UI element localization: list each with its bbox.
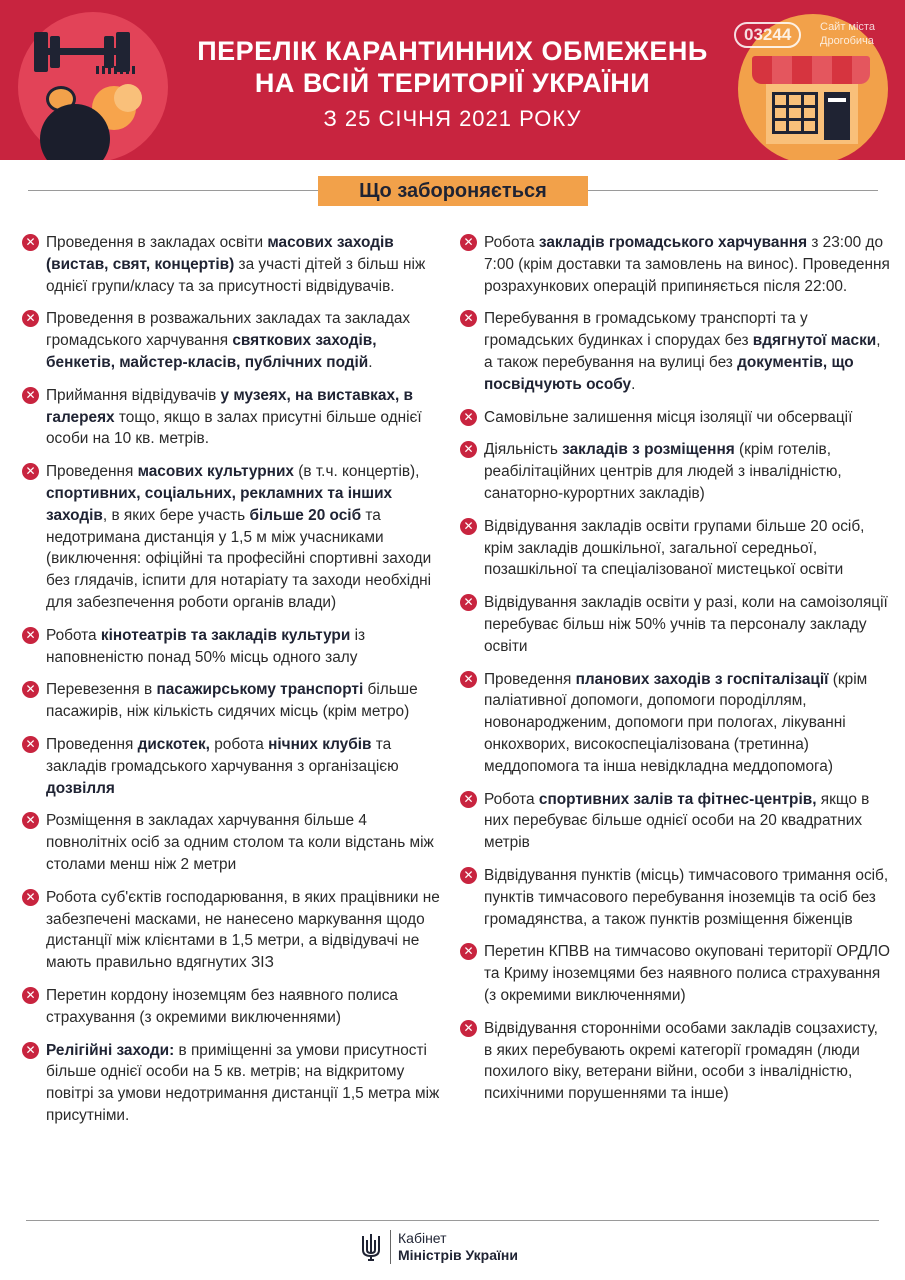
list-item-text: . bbox=[368, 353, 373, 371]
watermark-line1: Сайт міста bbox=[820, 21, 875, 33]
watermark-text bbox=[820, 20, 875, 48]
trident-icon bbox=[360, 1232, 382, 1262]
list-item-emphasis: закладів з розміщення bbox=[562, 441, 735, 459]
list-item-text: Перетин кордону іноземцям без наявного полиса страхування (з окремими виключеннями) bbox=[46, 986, 398, 1026]
list-item bbox=[460, 789, 890, 854]
footer-cabinet: Кабінет bbox=[398, 1230, 447, 1246]
list-item-emphasis: документів, що посвідчують особу bbox=[484, 353, 854, 393]
list-item bbox=[460, 1018, 890, 1105]
list-item-text: тощо, якщо в залах присутні більше однієї особи на 10 кв. метрів. bbox=[46, 408, 422, 448]
list-item-text: Відвідування закладів освіти у разі, коли на самоізоляції перебуває більш ніж 50% учнів та персоналу закладу освіти bbox=[484, 594, 888, 655]
list-item bbox=[22, 625, 442, 669]
list-item-text: Проведення bbox=[484, 670, 576, 688]
prohibited-x-icon: ✕ bbox=[22, 234, 39, 251]
list-item-text: та закладів громадського харчування з організацією bbox=[46, 735, 399, 775]
prohibitions-list-left bbox=[22, 232, 442, 1138]
prohibited-x-icon: ✕ bbox=[460, 1020, 477, 1037]
header-banner bbox=[0, 0, 905, 160]
prohibited-x-icon: ✕ bbox=[460, 594, 477, 611]
list-item-emphasis: більше 20 осіб bbox=[249, 506, 362, 524]
list-item-text: (крім паліативної допомоги, допомоги породіллям, новонародженим, допомоги при пологах, лікуванні онкохворих, високоспеціалізована (третинна) меддопомога та інша невідкладна меддопомога) bbox=[484, 670, 868, 775]
list-item bbox=[460, 592, 890, 657]
list-item-text: Робота bbox=[46, 626, 101, 644]
list-item-text: Перевезення в bbox=[46, 681, 157, 699]
list-item bbox=[22, 810, 442, 875]
list-item-text: Відвідування сторонніми особами закладів соцзахисту, в яких перебувають окремі категорії громадян (люди похилого віку, ветерани війни, особи з інвалідністю, психічними порушеннями та інше) bbox=[484, 1019, 878, 1103]
list-item bbox=[460, 232, 890, 297]
page-title-line1: ПЕРЕЛІК КАРАНТИННИХ ОБМЕЖЕНЬ bbox=[197, 36, 708, 66]
list-item-emphasis: дискотек, bbox=[137, 735, 210, 753]
prohibited-x-icon: ✕ bbox=[22, 987, 39, 1004]
footer-separator bbox=[390, 1230, 391, 1264]
list-item-text: (в т.ч. концертів), bbox=[293, 463, 420, 481]
list-item-emphasis: закладів громадського харчування bbox=[538, 234, 808, 251]
list-item-text: Робота bbox=[484, 790, 539, 808]
page-date: З 25 СІЧНЯ 2021 РОКУ bbox=[323, 106, 582, 131]
shop-awning bbox=[752, 56, 870, 84]
barbell-plate bbox=[34, 32, 48, 72]
list-item-emphasis: вдягнутої маски bbox=[752, 332, 877, 350]
list-item-text: Діяльність bbox=[484, 441, 563, 459]
list-item-emphasis: у музеях, на виставках, в галереях bbox=[46, 386, 414, 426]
prohibited-x-icon: ✕ bbox=[460, 234, 477, 251]
list-item bbox=[22, 232, 442, 297]
list-item-text: (крім готелів, реабілітаційних центрів для людей з інвалідністю, санаторно-курортних закладів) bbox=[484, 441, 842, 502]
list-item-text: Самовільне залишення місця ізоляції чи обсервації bbox=[484, 408, 853, 426]
prohibited-x-icon: ✕ bbox=[460, 791, 477, 808]
list-item-text: робота bbox=[209, 735, 269, 753]
prohibited-x-icon: ✕ bbox=[22, 736, 39, 753]
prohibited-x-icon: ✕ bbox=[460, 409, 477, 426]
list-item-emphasis: масових культурних bbox=[137, 463, 294, 481]
list-item-text: Перетин КПВВ на тимчасово окуповані території ОРДЛО та Криму іноземцями без наявного полиса страхування (з окремими виключеннями) bbox=[484, 943, 890, 1004]
list-item-emphasis: масових заходів (вистав, свят, концертів) bbox=[46, 234, 394, 273]
barbell-plate bbox=[104, 36, 114, 68]
list-item-text: Відвідування пунктів (місць) тимчасового тримання осіб, пунктів тимчасового перебування іноземців та осіб без громадянства, а також пунктів розміщення біженців bbox=[484, 866, 889, 928]
prohibited-x-icon: ✕ bbox=[460, 671, 477, 688]
list-item-emphasis: спортивних, соціальних, рекламних та інших заходів bbox=[46, 484, 393, 524]
list-item bbox=[460, 516, 890, 581]
list-item-text: в приміщенні за умови присутності більше однієї особи на 5 кв. метрів; на відкритому повітрі за умови недотримання дистанції 1,5 метра між присутніми. bbox=[46, 1041, 440, 1124]
list-item-text: Перебування в громадському транспорті та у громадських будинках і спорудах без bbox=[484, 310, 808, 350]
list-item bbox=[460, 439, 890, 504]
watermark-line2: Дрогобича bbox=[820, 35, 874, 47]
list-item-text: , в яких бере участь bbox=[102, 506, 250, 524]
list-item-text: , а також перебування на вулиці без bbox=[484, 332, 881, 371]
prohibited-x-icon: ✕ bbox=[22, 812, 39, 829]
footer-divider bbox=[26, 1220, 879, 1221]
list-item-emphasis: кінотеатрів та закладів культури bbox=[100, 626, 351, 644]
barbell-plate bbox=[50, 36, 60, 68]
prohibited-x-icon: ✕ bbox=[22, 1042, 39, 1059]
list-item bbox=[460, 669, 890, 778]
prohibited-x-icon: ✕ bbox=[22, 627, 39, 644]
prohibited-x-icon: ✕ bbox=[22, 681, 39, 698]
list-item-text: Проведення в закладах освіти bbox=[46, 234, 268, 251]
list-item-emphasis: нічних клубів bbox=[268, 735, 372, 753]
ball-icon bbox=[114, 84, 142, 112]
list-item bbox=[460, 407, 890, 429]
list-item bbox=[22, 985, 442, 1029]
prohibited-x-icon: ✕ bbox=[460, 518, 477, 535]
list-item-text: Приймання відвідувачів bbox=[46, 386, 221, 404]
prohibited-x-icon: ✕ bbox=[22, 310, 39, 327]
prohibited-x-icon: ✕ bbox=[22, 463, 39, 480]
prohibited-x-icon: ✕ bbox=[460, 310, 477, 327]
prohibited-x-icon: ✕ bbox=[460, 441, 477, 458]
list-item bbox=[22, 1040, 442, 1127]
list-item bbox=[22, 308, 442, 373]
list-item bbox=[22, 385, 442, 450]
list-item bbox=[460, 308, 890, 395]
list-item bbox=[22, 461, 442, 614]
list-item-text: Робота суб'єктів господарювання, в яких працівники не забезпечені масками, не нанесено маркування щодо дистанції між клієнтами в 1,5 метри, а відвідувачі не мають правильно вдягнутих ЗІЗ bbox=[46, 888, 440, 972]
prohibited-x-icon: ✕ bbox=[460, 943, 477, 960]
hand-grip-icon bbox=[96, 66, 136, 74]
list-item-text: Проведення в розважальних закладах та закладах громадського харчування bbox=[46, 310, 411, 350]
prohibited-x-icon: ✕ bbox=[460, 867, 477, 884]
list-item-text: за участі дітей з більш ніж однієї групи/класу та за присутності відвідувачів. bbox=[46, 255, 426, 295]
section-heading: Що забороняється bbox=[318, 176, 588, 206]
list-item bbox=[460, 941, 890, 1006]
list-item bbox=[22, 734, 442, 799]
list-item bbox=[22, 887, 442, 974]
prohibited-x-icon: ✕ bbox=[22, 387, 39, 404]
list-item-text: з 23:00 до 7:00 (крім доставки та замовлень на винос). Проведення розрахункових операцій припиняється після 22:00. bbox=[484, 234, 890, 295]
page-title-line2: НА ВСІЙ ТЕРИТОРІЇ УКРАЇНИ bbox=[254, 68, 651, 98]
list-item-emphasis: спортивних залів та фітнес-центрів, bbox=[538, 790, 817, 808]
list-item-emphasis: святкових заходів, бенкетів, майстер-класів, публічних подій bbox=[46, 332, 377, 371]
prohibited-x-icon: ✕ bbox=[22, 889, 39, 906]
list-item-text: Відвідування закладів освіти групами більше 20 осіб, крім закладів дошкільної, загальної середньої, позашкільної та спеціалізованої мистецької освіти bbox=[484, 517, 865, 579]
watermark-logo: 03244 bbox=[734, 22, 801, 48]
shop-door-sign bbox=[828, 98, 846, 102]
list-item-text: та недотримана дистанція у 1,5 м між учасниками (виключення: офіційні та професійні спортивні заходи без глядачів, іспити для нотаріату та заходи необхідні для забезпечення роботи органів влади) bbox=[46, 506, 432, 611]
list-item-text: із наповненістю понад 50% місць одного залу bbox=[46, 626, 366, 666]
list-item bbox=[460, 865, 890, 930]
list-item-emphasis: Релігійні заходи: bbox=[46, 1041, 175, 1059]
list-item-text: Проведення bbox=[46, 463, 138, 481]
list-item-emphasis: дозвілля bbox=[46, 779, 115, 797]
list-item-emphasis: пасажирському транспорті bbox=[156, 681, 364, 699]
shop-window-icon bbox=[772, 92, 818, 134]
prohibitions-list-right bbox=[460, 232, 890, 1116]
list-item-text: . bbox=[631, 375, 636, 393]
list-item-text: Проведення bbox=[46, 735, 138, 753]
list-item-text: якщо в них перебуває більше однієї особи на 20 квадратних метрів bbox=[484, 790, 870, 852]
list-item-text: Розміщення в закладах харчування більше 4 повнолітніх осіб за одним столом та коли відстань між столами менш ніж 2 метри bbox=[46, 812, 434, 873]
list-item-text: більше пасажирів, ніж кількість сидячих місць (крім метро) bbox=[46, 681, 418, 721]
list-item-emphasis: планових заходів з госпіталізації bbox=[575, 670, 829, 688]
list-item bbox=[22, 679, 442, 723]
list-item-text: Робота bbox=[484, 234, 539, 251]
footer-ministers: Міністрів України bbox=[398, 1247, 518, 1263]
